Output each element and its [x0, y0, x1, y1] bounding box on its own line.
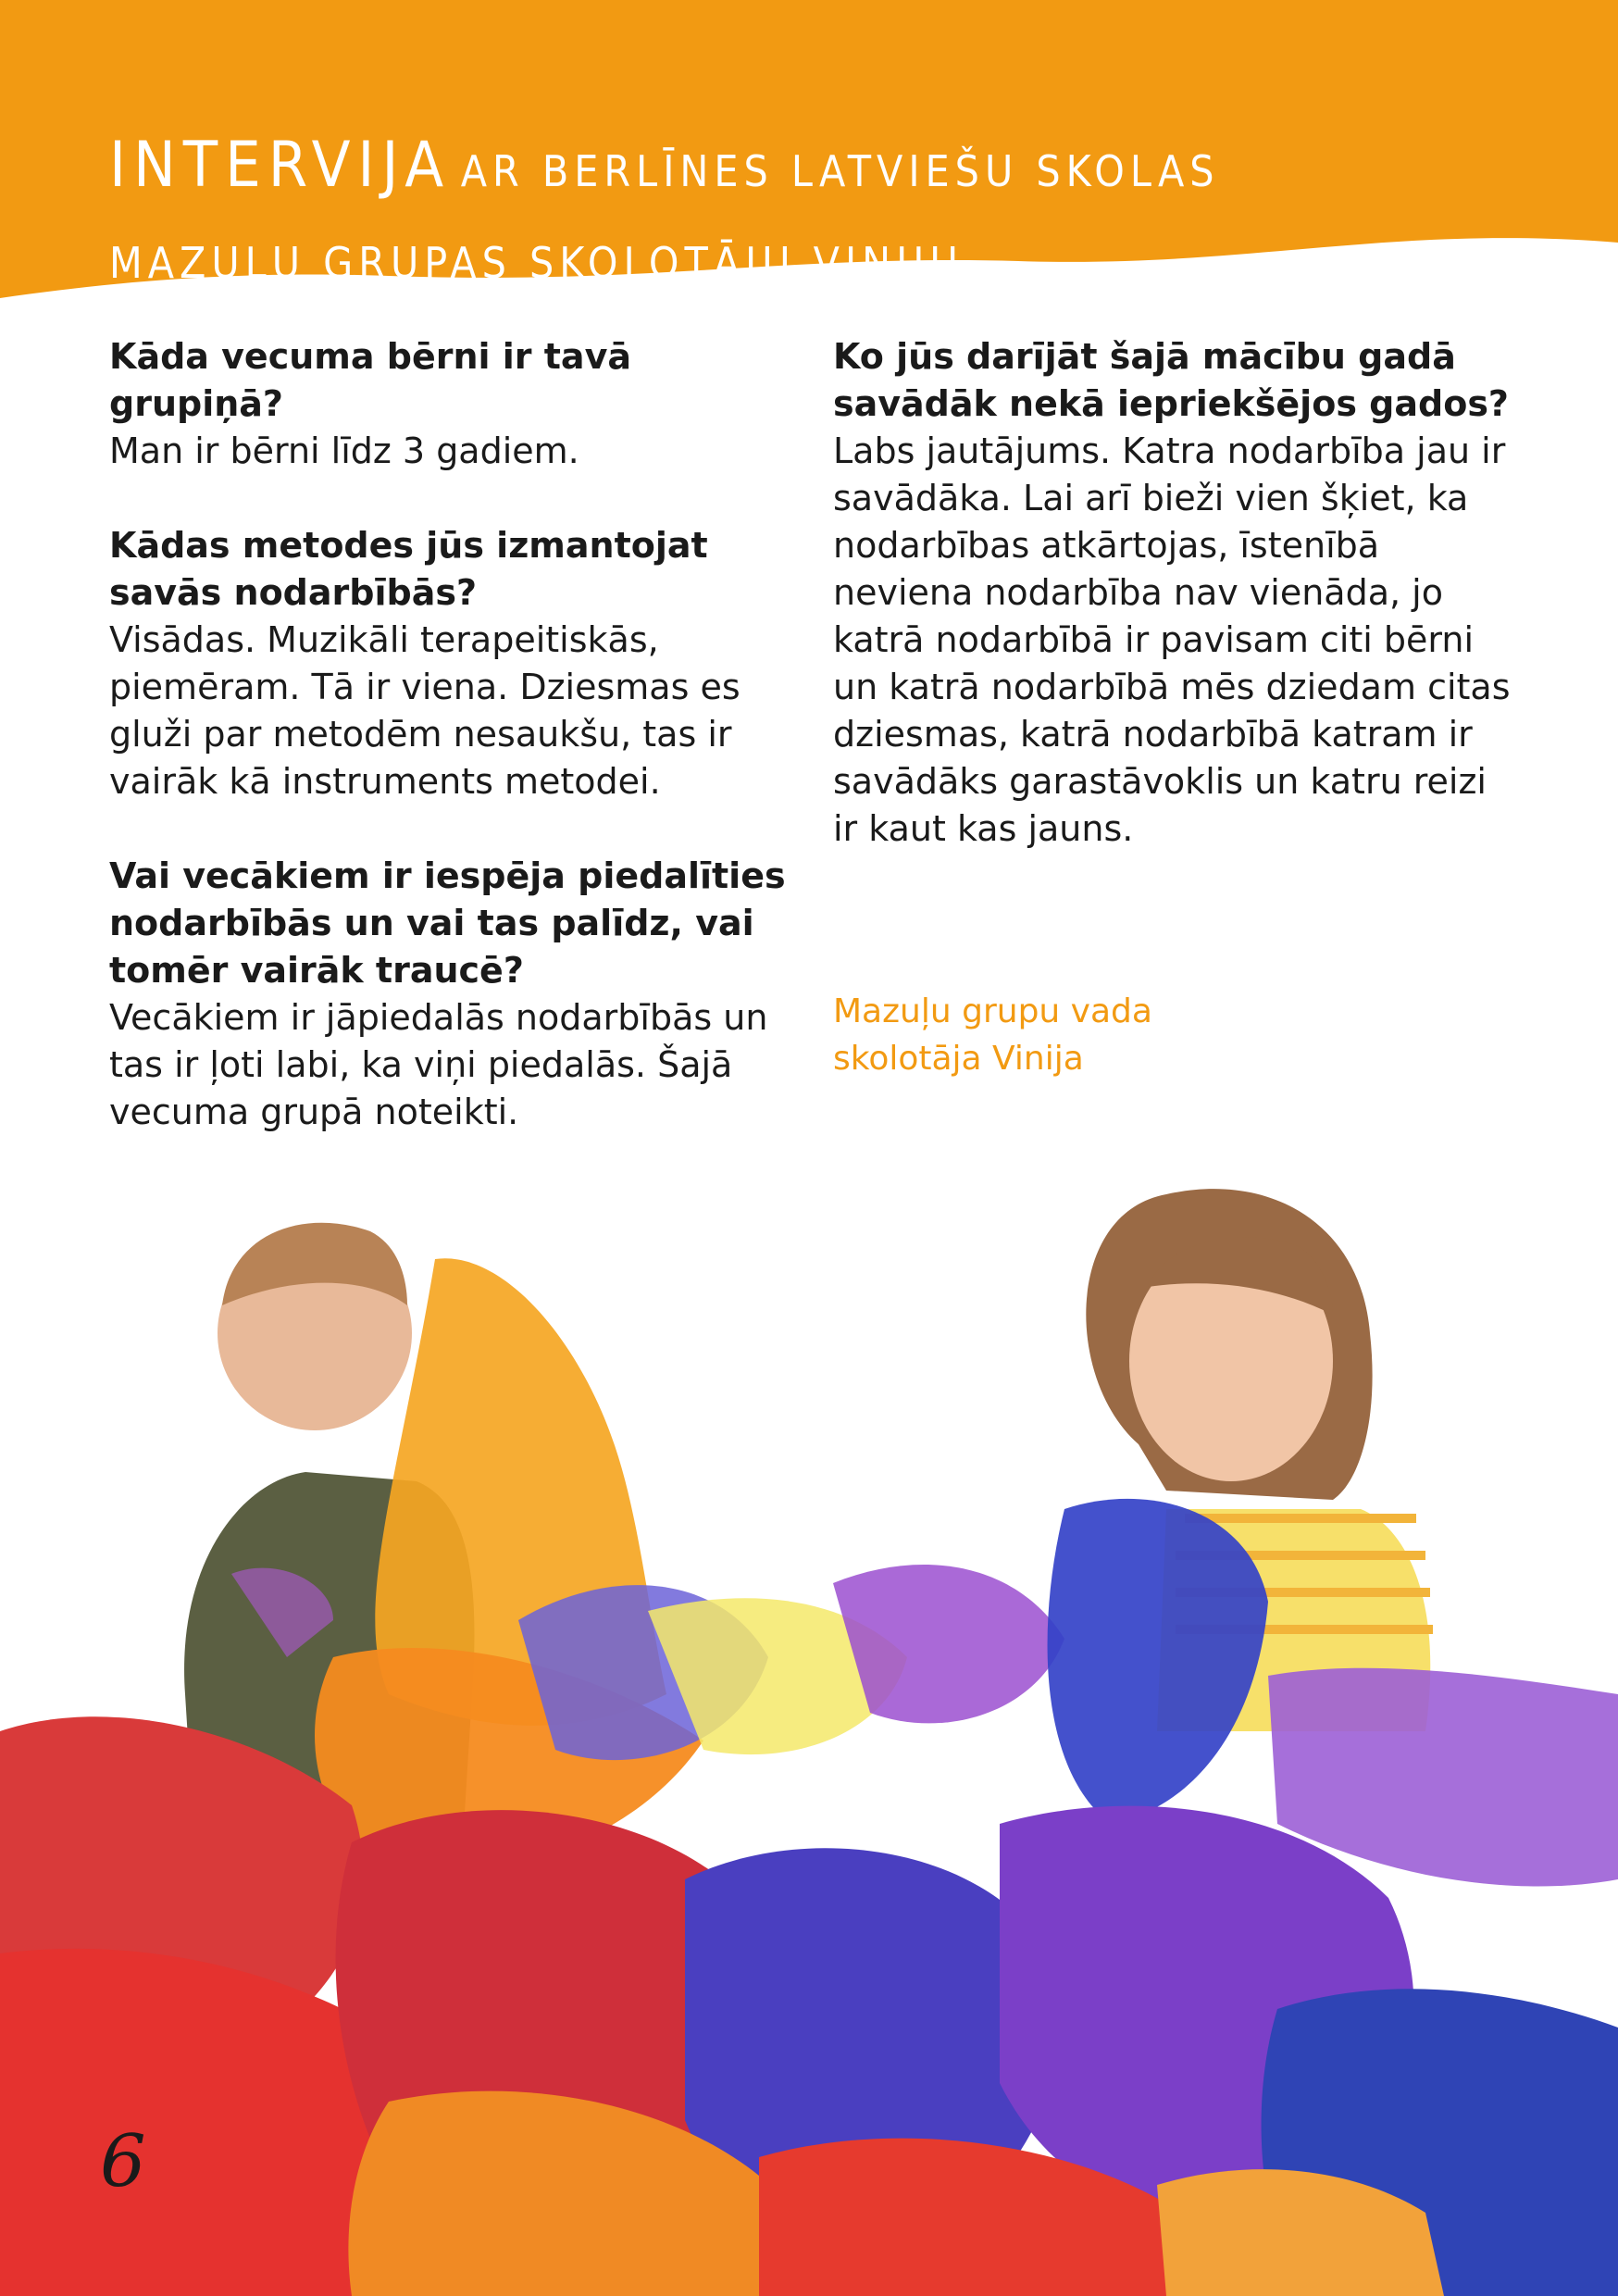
title-big: INTERVIJA: [109, 129, 452, 202]
answer: Visādas. Muzikāli terapeitiskās, piemēram. Tā ir viena. Dziesmas es gluži par metodēm nesaukšu, tas ir vairāk kā instruments metodei.: [109, 619, 741, 802]
question: Kādas metodes jūs izmantojat savās nodarbībās?: [109, 525, 708, 613]
caption-line-1: Mazuļu grupu vada: [833, 992, 1152, 1030]
left-column: [109, 333, 813, 1183]
children-playing-photo: [0, 1176, 1618, 2296]
qa-block: [109, 522, 813, 805]
page-number: 6: [100, 2120, 146, 2203]
qa-block: [833, 333, 1518, 853]
caption-line-2: skolotāja Vinija: [833, 1040, 1084, 1078]
qa-block: [109, 333, 813, 475]
answer: Man ir bērni līdz 3 gadiem.: [109, 430, 579, 471]
question: Ko jūs darījāt šajā mācību gadā savādāk nekā iepriekšējos gados?: [833, 336, 1509, 424]
qa-block: [109, 853, 813, 1136]
answer: Labs jautājums. Katra nodarbība jau ir savādāka. Lai arī bieži vien šķiet, ka nodarbības atkārtojas, īstenībā neviena nodarbība nav vienāda, jo katrā nodarbībā ir pavisam citi bērni un katrā nodarbībā mēs dziedam citas dziesmas, katrā nodarbībā katram ir savādāks garastāvoklis un katru reizi ir kaut kas jauns.: [833, 430, 1511, 849]
header-banner: [0, 0, 1618, 315]
photo-caption: [833, 988, 1296, 1082]
answer: Vecākiem ir jāpiedalās nodarbībās un tas ir ļoti labi, ka viņi piedalās. Šajā vecuma grupā noteikti.: [109, 997, 768, 1132]
right-column: [833, 333, 1518, 900]
scarves: [0, 1258, 1618, 2296]
page-title: [109, 125, 1553, 304]
question: Vai vecākiem ir iespēja piedalīties nodarbībās un vai tas palīdz, vai tomēr vairāk traucē?: [109, 855, 786, 991]
question: Kāda vecuma bērni ir tavā grupiņā?: [109, 336, 631, 424]
title-line-2: MAZUĻU GRUPAS SKOLOTĀJU VINIJU: [109, 238, 964, 288]
title-rest: AR BERLĪNES LATVIEŠU SKOLAS: [460, 146, 1220, 196]
